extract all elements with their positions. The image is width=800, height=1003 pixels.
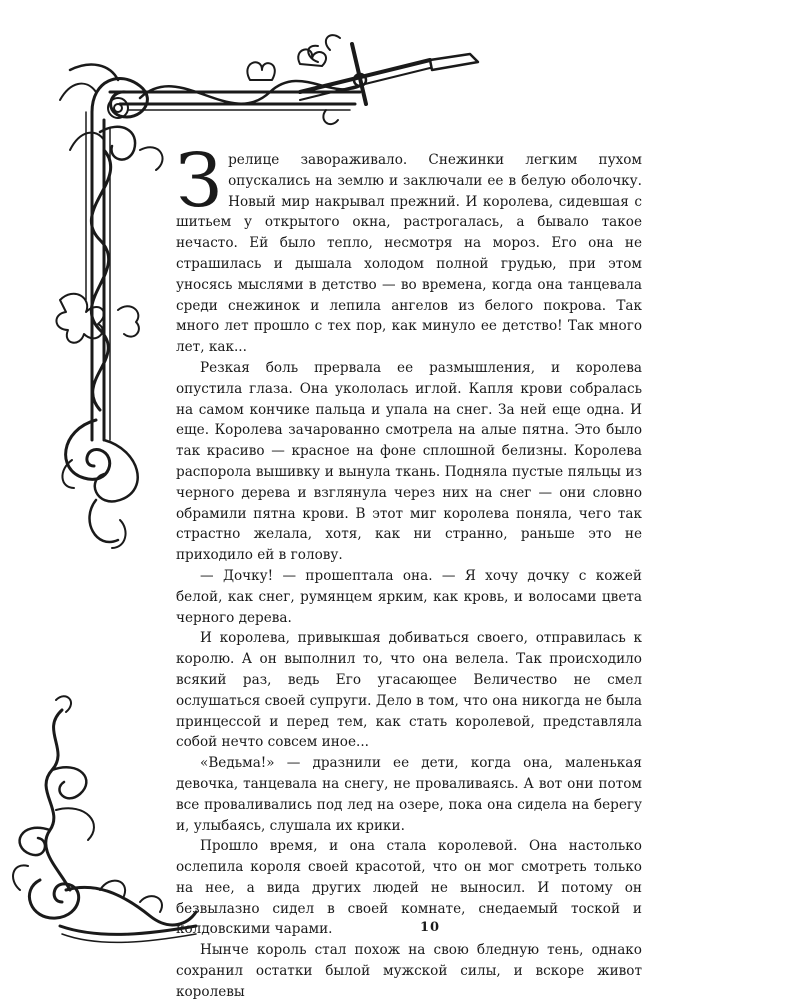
- drop-cap: З: [176, 138, 223, 224]
- page-number: 10: [419, 920, 441, 935]
- story-text: [176, 138, 642, 1003]
- paragraph-2: Резкая боль прервала ее размышления, и королева опустила глаза. Она укололась иглой. Капля крови собралась на самом кончике пальца и упала на снег. За ней еще одна. И еще. Королева зачарованно смотрела на алые пятна. Это было так красиво — красное на фоне сплошной белизны. Королева распорола вышивку и вынула ткань. Подняла пустые пяльцы из черного дерева и взглянула через них на снег — они словно обрамили пятна крови. В этот миг королева поняла, чего так страстно желала, хотя, как ни странно, раньше это не приходило ей в голову.: [176, 359, 642, 564]
- paragraph-3: — Дочку! — прошептала она. — Я хочу дочку с кожей белой, как снег, румянцем ярким, как кровь, и волосами цвета черного дерева.: [176, 567, 642, 626]
- paragraph-1: [176, 138, 642, 358]
- acanthus-scroll-corner-icon: [0, 690, 200, 950]
- paragraph-4: И королева, привыкшая добиваться своего, отправилась к королю. А он выполнил то, что она велела. Так происходило всякий раз, ведь Его угасающее Величество не смел ослушаться своей супруги. Дело в том, что она никогда не была принцессой и перед тем, как стать королевой, представляла собой нечто совсем иное...: [176, 630, 642, 751]
- paragraph-7: Нынче король стал похож на свою бледную тень, однако сохранил остатки былой мужской силы, и вскоре живот королевы: [176, 942, 642, 1000]
- paragraph-5: «Ведьма!» — дразнили ее дети, когда она, маленькая девочка, танцевала на снегу, не проваливаясь. А вот они потом все проваливались под лед на озере, пока она сидела на берегу и, улыбаясь, слушала их крики.: [176, 755, 642, 834]
- paragraph-6: Прошло время, и она стала королевой. Она настолько ослепила короля своей красотой, что он мог смотреть только на нее, а вида других людей не выносил. И потому он безвылазно сидел в своей комнате, снедаемый тоской и колдовскими чарами.: [176, 838, 642, 938]
- paragraph-1-text: релице завораживало. Снежинки легким пухом опускались на землю и заключали ее в белую оболочку. Новый мир накрывал прежний. И королева, сидевшая с шитьем у открытого окна, растрогалась, а бывало такое нечасто. Ей было тепло, несмотря на мороз. Его она не страшилась и дышала холодом полной грудью, при этом уносясь мыслями в детство — во времена, когда она танцевала среди снежинок и лепила ангелов из белого покрова. Так много лет прошло с тех пор, как минуло ее детство! Так много лет, как...: [176, 152, 642, 356]
